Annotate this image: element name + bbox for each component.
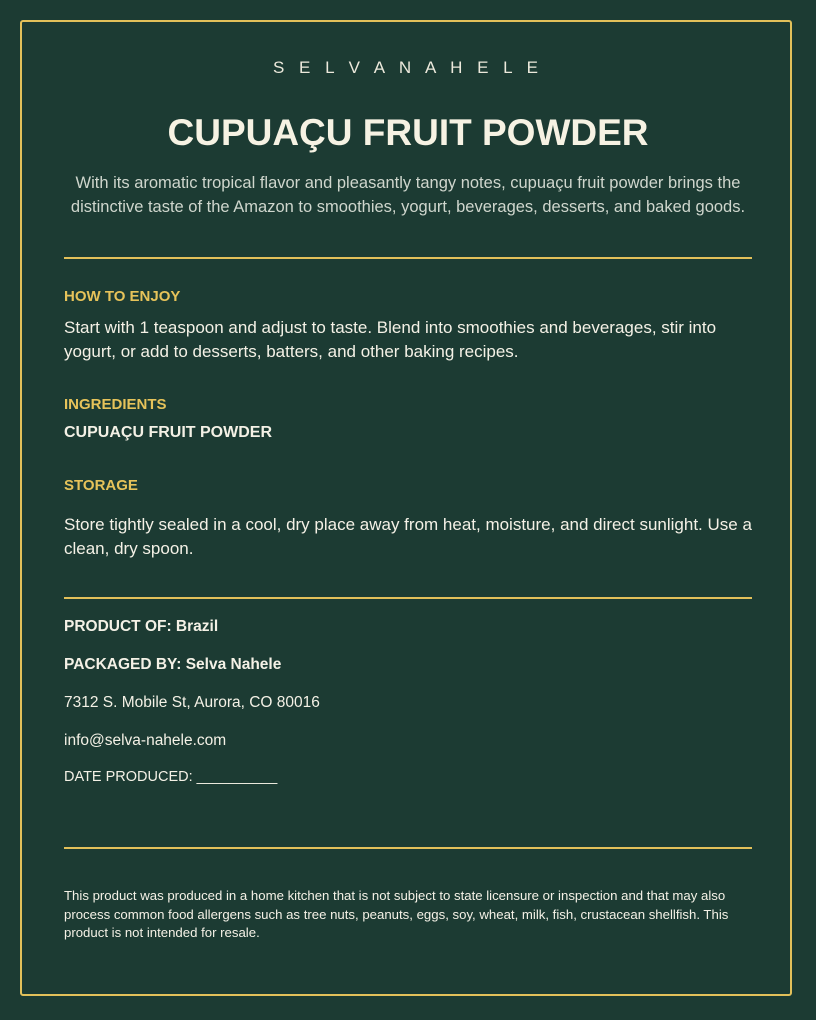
divider-top: [64, 257, 752, 259]
storage-text: Store tightly sealed in a cool, dry place away from heat, moisture, and direct sunlight. Use a clean, dry spoon.: [64, 515, 752, 558]
ingredients-heading: INGREDIENTS: [64, 396, 167, 413]
ingredients-text: CUPUAÇU FRUIT POWDER: [64, 424, 272, 441]
packaged-by: PACKAGED BY: Selva Nahele: [64, 656, 282, 673]
divider-bottom: [64, 847, 752, 849]
product-title: CUPUAÇU FRUIT POWDER: [167, 112, 649, 153]
allergen-disclaimer: This product was produced in a home kitchen that is not subject to state licensure or inspection and that may also process common food allergens such as tree nuts, peanuts, eggs, soy, wheat, milk, fish, crustacean shellfish. This product is not intended for resale.: [64, 888, 729, 940]
storage-heading: STORAGE: [64, 477, 138, 494]
product-description: With its aromatic tropical flavor and pleasantly tangy notes, cupuaçu fruit powder brings the distinctive taste of the Amazon to smoothies, yogurt, beverages, desserts, and baked goods.: [70, 174, 746, 216]
label-border: [20, 20, 792, 996]
address: 7312 S. Mobile St, Aurora, CO 80016: [64, 694, 320, 711]
product-of: PRODUCT OF: Brazil: [64, 618, 219, 635]
divider-middle: [64, 597, 752, 599]
brand-name: S E L V A N A H E L E: [272, 58, 544, 77]
date-produced: DATE PRODUCED: __________: [64, 769, 278, 785]
how-to-enjoy-heading: HOW TO ENJOY: [64, 288, 181, 305]
email-address: info@selva-nahele.com: [64, 732, 227, 749]
how-to-enjoy-text: Start with 1 teaspoon and adjust to taste. Blend into smoothies and beverages, stir into yogurt, or add to desserts, batters, and other baking recipes.: [64, 318, 717, 361]
